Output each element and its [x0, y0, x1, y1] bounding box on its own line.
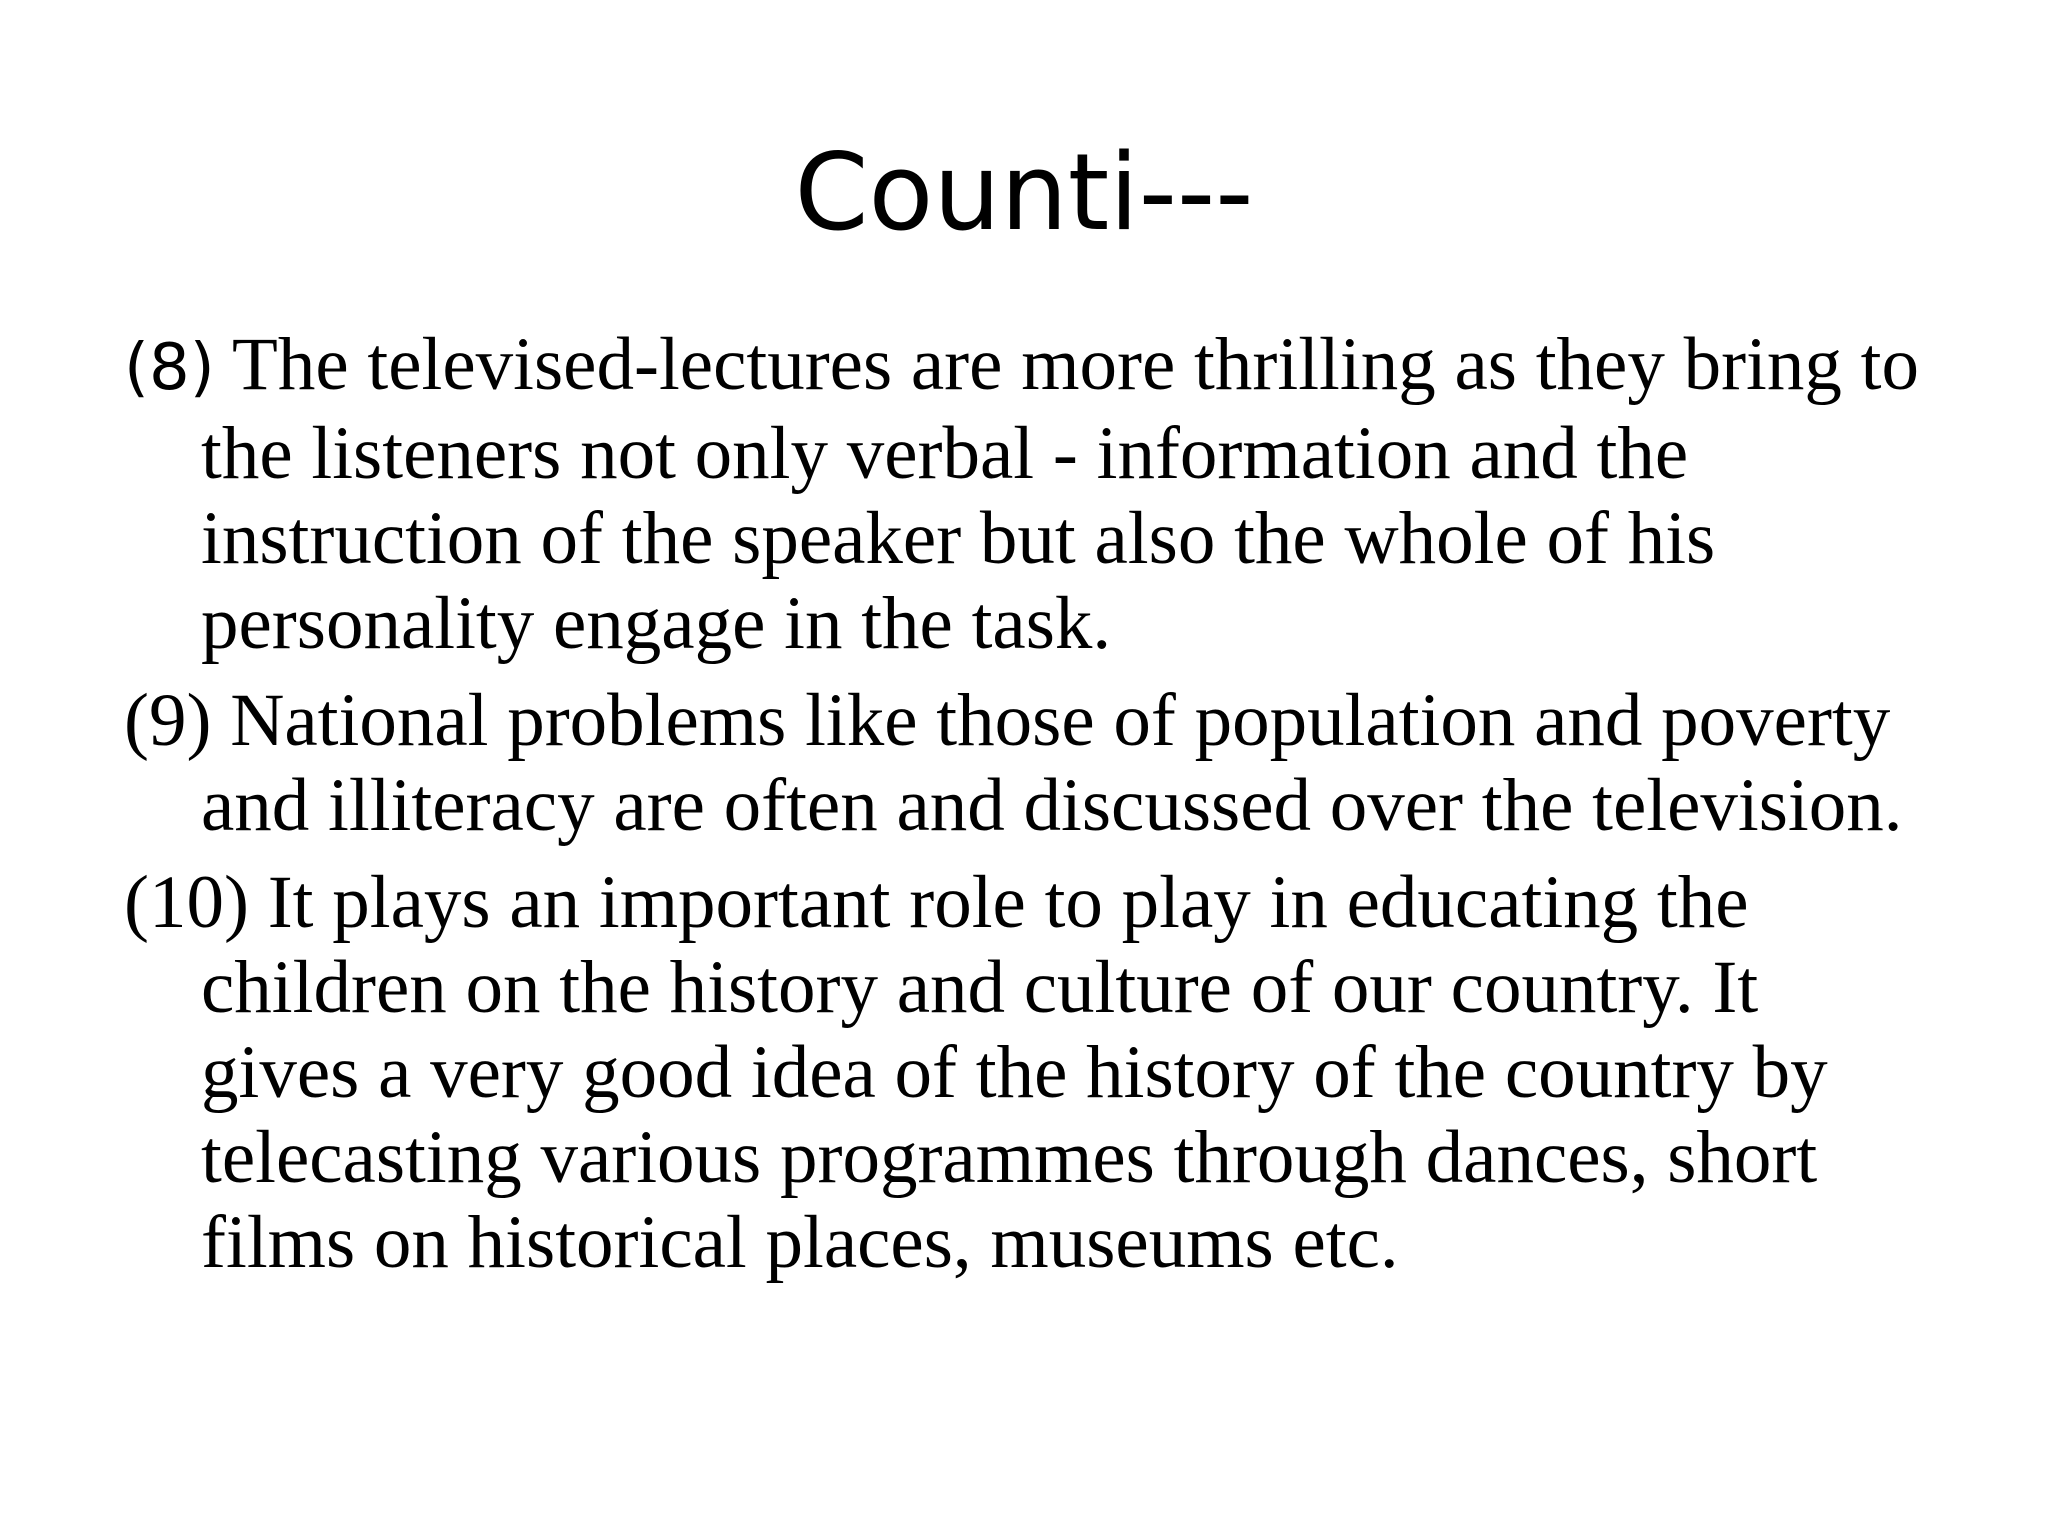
item-text: National problems like those of population and poverty and illiteracy are often and discussed over the television. [201, 679, 1903, 847]
item-number: (10) [124, 861, 249, 944]
slide-title: Counti--- [794, 131, 1254, 254]
list-item-8 [124, 322, 2004, 666]
item-number: (8) [124, 331, 215, 405]
slide-body [124, 322, 2004, 1297]
item-number: (9) [124, 679, 212, 762]
list-item-10 [124, 860, 2004, 1285]
item-text: The televised-lectures are more thrilling as they bring to the listeners not only verbal - information and the instruction of the speaker but also the whole of his personality engage in the task. [201, 323, 1919, 665]
item-text: It plays an important role to play in educating the children on the history and culture of our country. It gives a very good idea of the history of the country by telecasting various programmes through dances, short films on historical places, museums etc. [201, 861, 1828, 1284]
list-item-9 [124, 678, 2004, 848]
